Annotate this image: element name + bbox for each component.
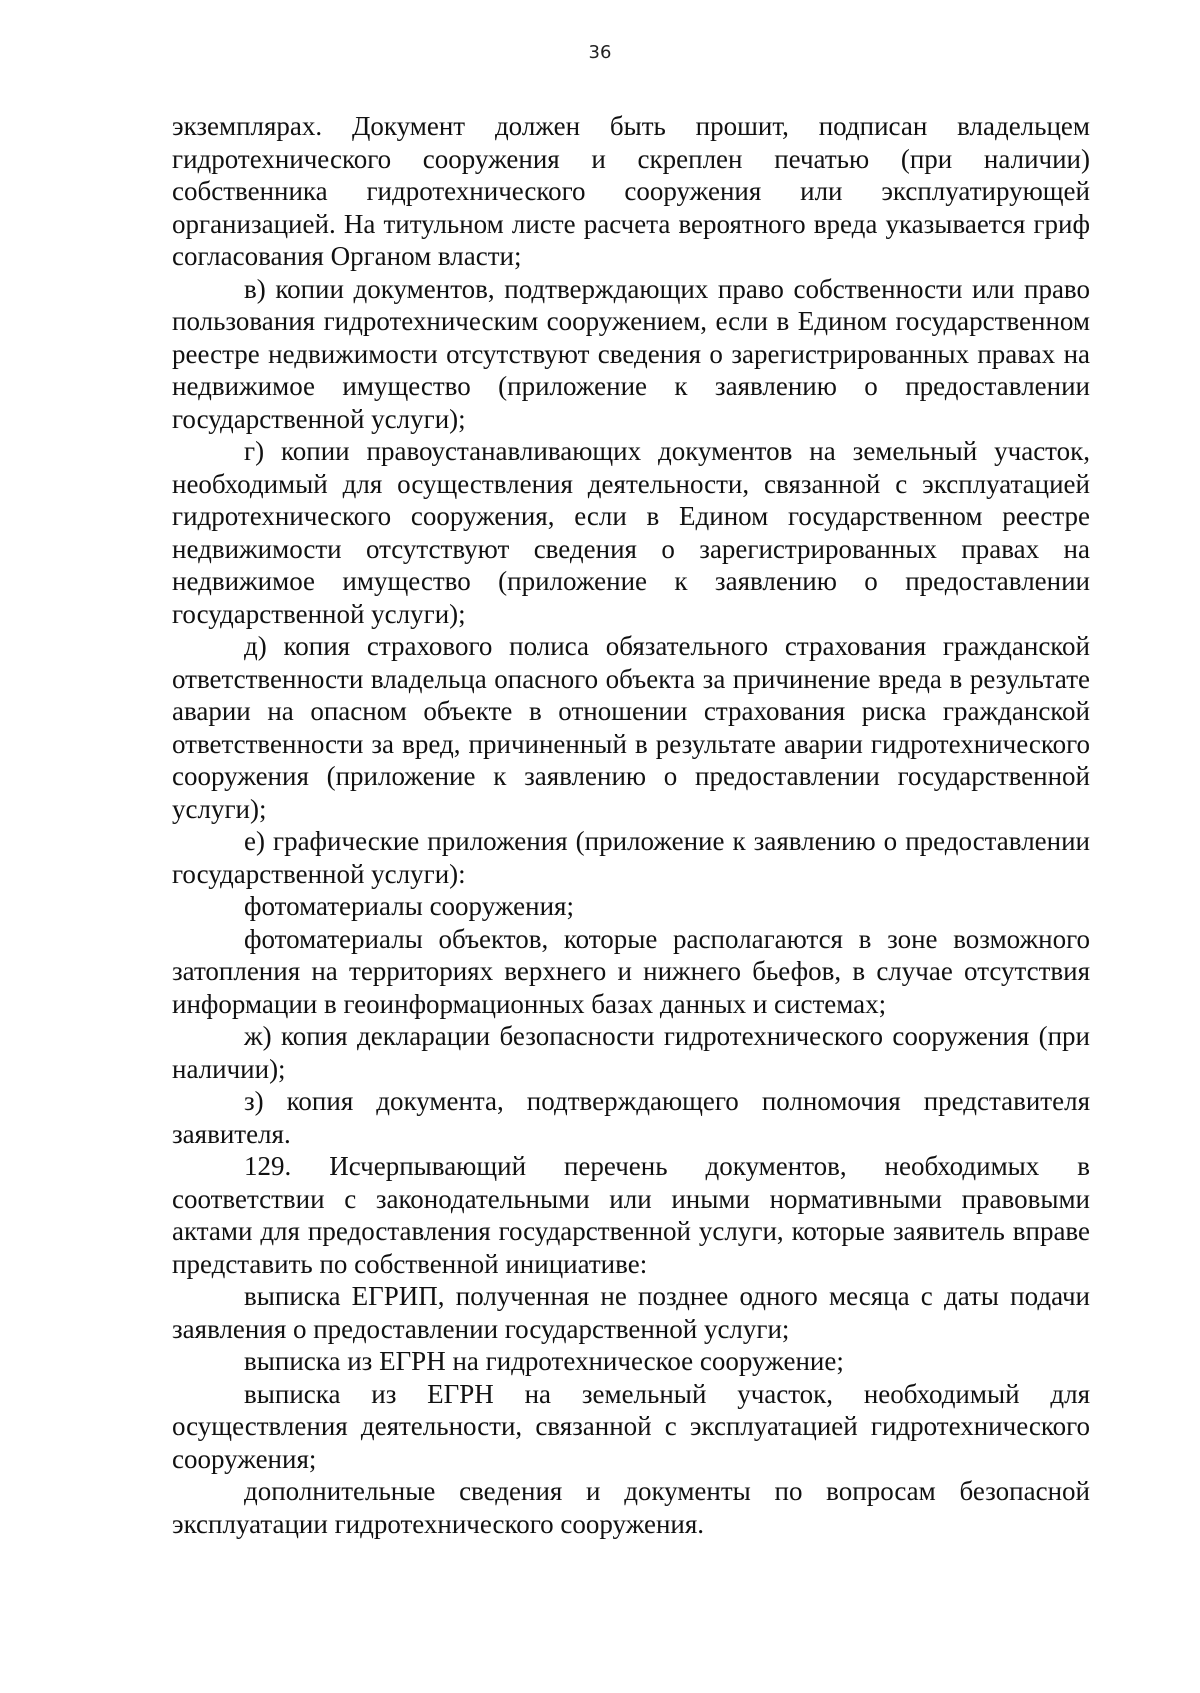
paragraph-egrip-extract: выписка ЕГРИП, полученная не позднее одного месяца с даты подачи заявления о предоставлении государственной услуги; (172, 1281, 1090, 1344)
paragraph-egrn-land: выписка из ЕГРН на земельный участок, необходимый для осуществления деятельности, связанной с эксплуатацией гидротехнического сооружения; (172, 1378, 1090, 1474)
paragraph-item-e: е) графические приложения (приложение к заявлению о предоставлении государственной услуги): (172, 826, 1090, 889)
paragraph-item-g: г) копии правоустанавливающих документов на земельный участок, необходимый для осуществления деятельности, связанной с эксплуатацией гидротехнического сооружения, если в Едином государственном реестре недвижимости отсутствуют сведения о зарегистрированных правах на недвижимое имущество (приложение к заявлению о предоставлении государственной услуги); (172, 436, 1090, 629)
paragraph-item-z: з) копия документа, подтверждающего полномочия представителя заявителя. (172, 1086, 1090, 1149)
paragraph-continuation: экземплярах. Документ должен быть прошит, подписан владельцем гидротехнического сооружения и скреплен печатью (при наличии) собственника гидротехнического сооружения или эксплуатирующей организацией. На титульном листе расчета вероятного вреда указывается гриф согласования Органом власти; (172, 111, 1090, 271)
paragraph-photo-objects: фотоматериалы объектов, которые располагаются в зоне возможного затопления на территориях верхнего и нижнего бьефов, в случае отсутствия информации в геоинформационных базах данных и системах; (172, 923, 1090, 1019)
paragraph-additional-info: дополнительные сведения и документы по вопросам безопасной эксплуатации гидротехнического сооружения. (172, 1476, 1090, 1539)
paragraph-photo-structure: фотоматериалы сооружения; (244, 891, 574, 921)
paragraph-item-zh: ж) копия декларации безопасности гидротехнического сооружения (при наличии); (172, 1021, 1090, 1084)
paragraph-129: 129. Исчерпывающий перечень документов, необходимых в соответствии с законодательными или иными нормативными правовыми актами для предоставления государственной услуги, которые заявитель вправе представить по собственной инициативе: (172, 1151, 1090, 1279)
paragraph-item-d: д) копия страхового полиса обязательного страхования гражданской ответственности владельца опасного объекта за причинение вреда в результате аварии на опасном объекте в отношении страхования риска гражданской ответственности за вред, причиненный в результате аварии гидротехнического сооружения (приложение к заявлению о предоставлении государственной услуги); (172, 631, 1090, 824)
document-body (172, 110, 1090, 1540)
paragraph-egrn-structure: выписка из ЕГРН на гидротехническое сооружение; (244, 1346, 844, 1376)
page-number: 36 (588, 42, 612, 63)
paragraph-item-v: в) копии документов, подтверждающих право собственности или право пользования гидротехническим сооружением, если в Едином государственном реестре недвижимости отсутствуют сведения о зарегистрированных правах на недвижимое имущество (приложение к заявлению о предоставлении государственной услуги); (172, 273, 1090, 434)
